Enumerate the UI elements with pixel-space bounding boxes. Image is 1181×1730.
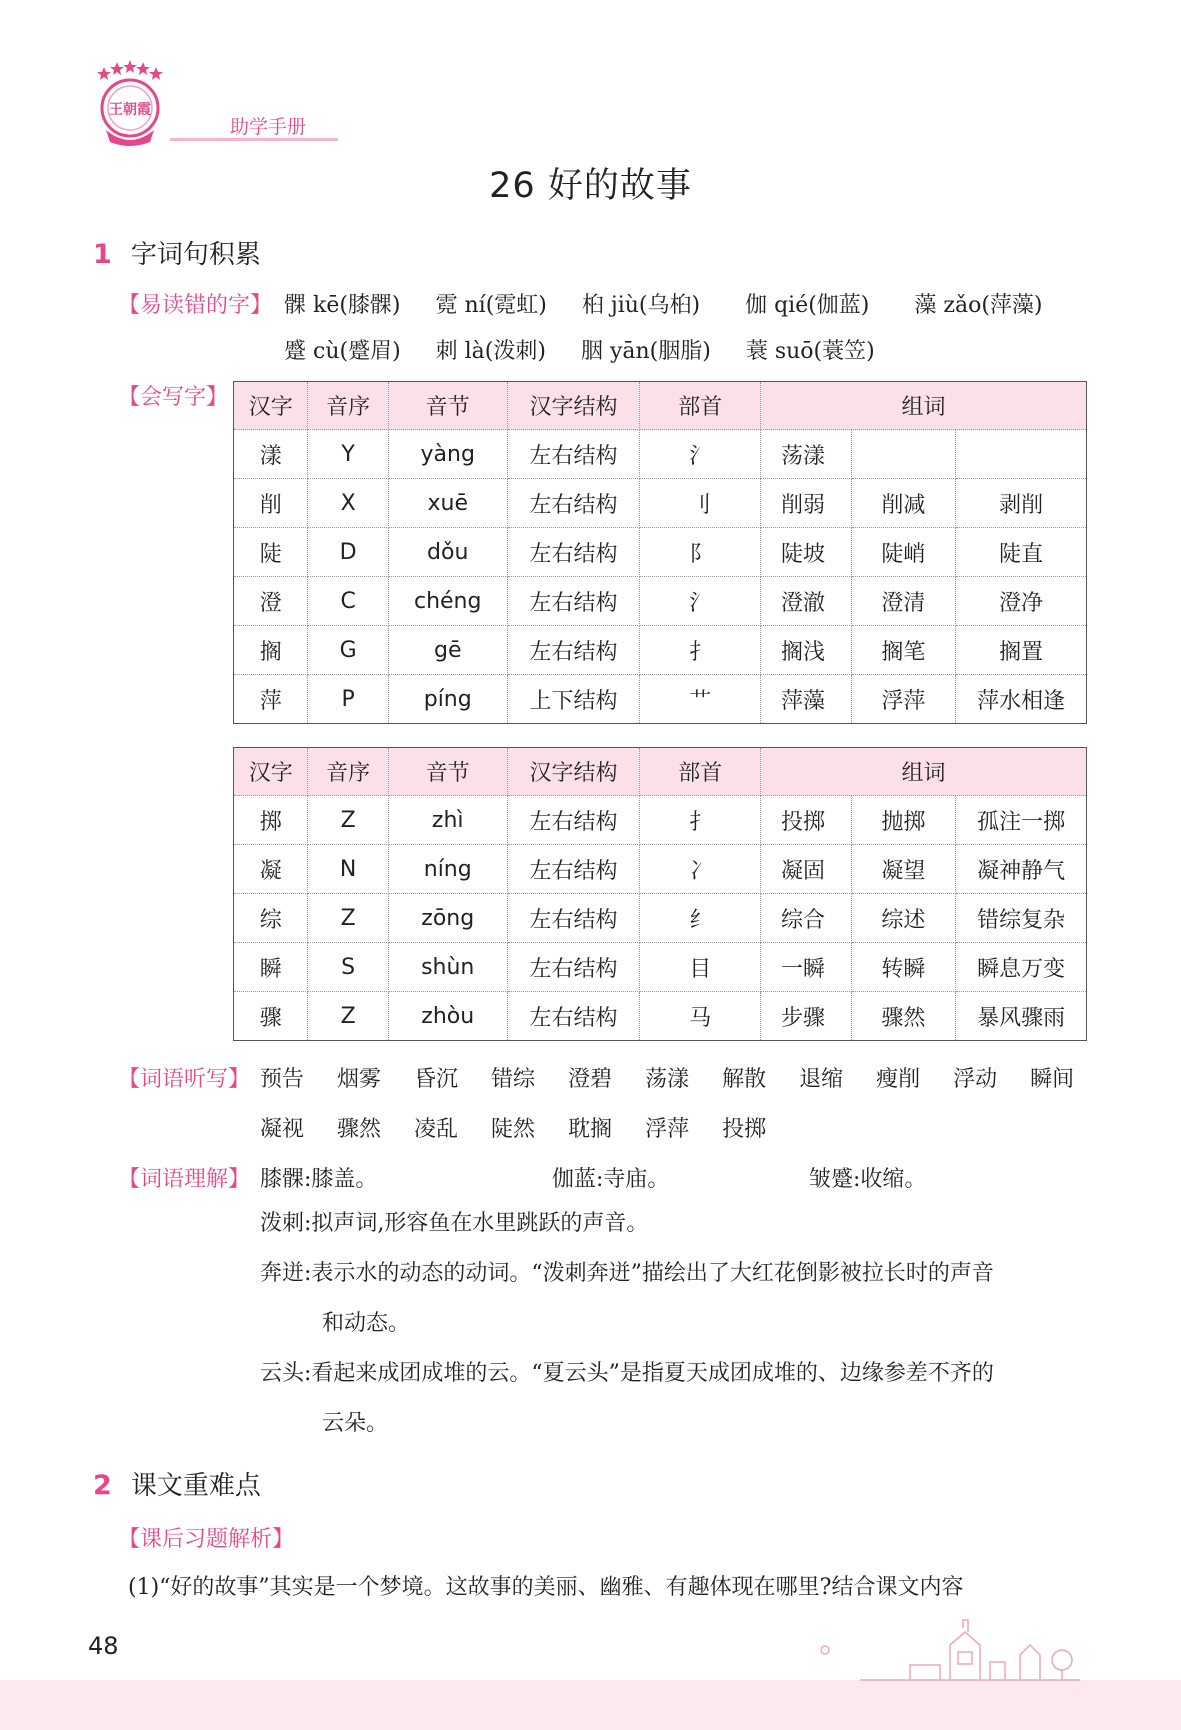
cell-initial: Z — [308, 796, 388, 845]
dictation-row-1 — [260, 1062, 1074, 1093]
table-row — [234, 992, 1087, 1041]
cell-word: 暴风骤雨 — [956, 992, 1087, 1041]
table-row — [234, 796, 1087, 845]
cell-structure: 左右结构 — [507, 796, 640, 845]
table-row — [234, 943, 1087, 992]
table-header-row — [234, 748, 1087, 796]
house-illustration-icon — [800, 1610, 1100, 1690]
misread-item: 伽 qié(伽蓝) — [745, 293, 870, 318]
cell-word: 错综复杂 — [956, 894, 1087, 943]
header-cell: 汉字结构 — [507, 748, 640, 796]
cell-radical: 氵 — [640, 577, 761, 626]
definition-item: 皱蹙:收缩。 — [809, 1167, 927, 1192]
cell-pinyin: zōng — [388, 894, 507, 943]
cell-structure: 左右结构 — [507, 479, 640, 528]
cell-word: 搁置 — [956, 626, 1087, 675]
cell-pinyin: dǒu — [388, 528, 507, 577]
dictation-word: 浮动 — [953, 1067, 998, 1092]
cell-char: 凝 — [234, 845, 308, 894]
header-cell: 音序 — [308, 748, 388, 796]
cell-word: 综述 — [851, 894, 956, 943]
cell-word: 综合 — [761, 894, 852, 943]
cell-pinyin: zhì — [388, 796, 507, 845]
dictation-word: 预告 — [260, 1067, 305, 1092]
dictation-row-2 — [260, 1112, 766, 1143]
definition-yuntou-cont: 云朵。 — [322, 1411, 389, 1436]
cell-initial: Z — [308, 992, 388, 1041]
table-header-row — [234, 382, 1087, 430]
dictation-word: 投掷 — [722, 1117, 767, 1142]
dictation-word: 陡然 — [491, 1117, 536, 1142]
tag-exercise: 【课后习题解析】 — [118, 1527, 295, 1552]
section-number: 2 — [93, 1470, 112, 1501]
cell-word: 浮萍 — [851, 675, 956, 724]
header-cell: 组词 — [761, 748, 1087, 796]
cell-char: 萍 — [234, 675, 308, 724]
table-row — [234, 675, 1087, 724]
header-cell: 部首 — [640, 382, 761, 430]
misread-row-1 — [284, 288, 1071, 319]
dictation-word: 解散 — [722, 1067, 767, 1092]
cell-structure: 左右结构 — [507, 943, 640, 992]
dictation-word: 烟雾 — [337, 1067, 382, 1092]
definition-pola: 泼刺:拟声词,形容鱼在水里跳跃的声音。 — [260, 1211, 649, 1236]
dictation-word: 凌乱 — [414, 1117, 459, 1142]
section-1-heading — [93, 234, 261, 271]
cell-pinyin: níng — [388, 845, 507, 894]
cell-char: 陡 — [234, 528, 308, 577]
misread-row-2 — [284, 334, 903, 365]
header-cell: 音节 — [388, 748, 507, 796]
definition-item: 膝髁:膝盖。 — [260, 1167, 378, 1192]
dictation-word: 错综 — [491, 1067, 536, 1092]
cell-word: 萍藻 — [761, 675, 852, 724]
cell-pinyin: gē — [388, 626, 507, 675]
cell-word: 澄净 — [956, 577, 1087, 626]
cell-pinyin: xuē — [388, 479, 507, 528]
cell-char: 瞬 — [234, 943, 308, 992]
tag-dictation: 【词语听写】 — [118, 1067, 251, 1092]
cell-radical: 阝 — [640, 528, 761, 577]
writing-table-2 — [233, 747, 1087, 1041]
cell-word: 孤注一掷 — [956, 796, 1087, 845]
cell-char: 骤 — [234, 992, 308, 1041]
cell-word — [851, 430, 956, 479]
header-cell: 汉字 — [234, 748, 308, 796]
section-title: 课文重难点 — [130, 1471, 261, 1501]
cell-pinyin: shùn — [388, 943, 507, 992]
dictation-word: 昏沉 — [414, 1067, 459, 1092]
cell-structure: 左右结构 — [507, 577, 640, 626]
cell-radical: 纟 — [640, 894, 761, 943]
cell-structure: 左右结构 — [507, 894, 640, 943]
cell-initial: N — [308, 845, 388, 894]
misread-item: 髁 kē(膝髁) — [284, 293, 401, 318]
section-number: 1 — [93, 239, 112, 270]
cell-word: 转瞬 — [851, 943, 956, 992]
page-title: 26 好的故事 — [489, 166, 692, 206]
cell-word: 削减 — [851, 479, 956, 528]
section-2-heading — [93, 1465, 261, 1502]
dictation-word: 退缩 — [799, 1067, 844, 1092]
header-cell: 汉字结构 — [507, 382, 640, 430]
cell-initial: P — [308, 675, 388, 724]
table-row — [234, 894, 1087, 943]
cell-word: 澄清 — [851, 577, 956, 626]
cell-radical: 马 — [640, 992, 761, 1041]
cell-structure: 左右结构 — [507, 845, 640, 894]
cell-char: 削 — [234, 479, 308, 528]
cell-word: 一瞬 — [761, 943, 852, 992]
page-number: 48 — [88, 1632, 119, 1660]
tag-easy-misread: 【易读错的字】 — [118, 293, 273, 318]
dictation-word: 耽搁 — [568, 1117, 613, 1142]
publisher-logo — [88, 58, 168, 148]
cell-word: 陡峭 — [851, 528, 956, 577]
cell-pinyin: píng — [388, 675, 507, 724]
header-cell: 音节 — [388, 382, 507, 430]
cell-initial: Z — [308, 894, 388, 943]
definition-benbeng: 奔迸:表示水的动态的动词。“泼刺奔迸”描绘出了大红花倒影被拉长时的声音 — [260, 1261, 994, 1286]
cell-structure: 上下结构 — [507, 675, 640, 724]
cell-initial: S — [308, 943, 388, 992]
cell-word: 凝固 — [761, 845, 852, 894]
misread-item: 藻 zǎo(萍藻) — [914, 293, 1043, 318]
dictation-word: 浮萍 — [645, 1117, 690, 1142]
cell-word: 投掷 — [761, 796, 852, 845]
cell-initial: Y — [308, 430, 388, 479]
cell-pinyin: yàng — [388, 430, 507, 479]
cell-word: 剥削 — [956, 479, 1087, 528]
header-cell: 汉字 — [234, 382, 308, 430]
table-row — [234, 626, 1087, 675]
table-row — [234, 528, 1087, 577]
header-cell: 部首 — [640, 748, 761, 796]
cell-radical: 目 — [640, 943, 761, 992]
table-row — [234, 430, 1087, 479]
header-cell: 音序 — [308, 382, 388, 430]
misread-item: 霓 ní(霓虹) — [435, 293, 547, 318]
misread-item: 蓑 suō(蓑笠) — [745, 339, 875, 364]
logo-text: 王朝霞 — [109, 102, 151, 118]
cell-word: 萍水相逢 — [956, 675, 1087, 724]
section-title: 字词句积累 — [130, 240, 261, 270]
definition-benbeng-cont: 和动态。 — [322, 1311, 411, 1336]
cell-structure: 左右结构 — [507, 992, 640, 1041]
dictation-word: 澄碧 — [568, 1067, 613, 1092]
misread-item: 桕 jiù(乌桕) — [581, 293, 701, 318]
cell-word: 瞬息万变 — [956, 943, 1087, 992]
table-row — [234, 479, 1087, 528]
cell-initial: G — [308, 626, 388, 675]
understanding-row-1 — [260, 1162, 926, 1193]
cell-word: 凝神静气 — [956, 845, 1087, 894]
cell-initial: C — [308, 577, 388, 626]
dictation-word: 瞬间 — [1030, 1067, 1075, 1092]
cell-char: 澄 — [234, 577, 308, 626]
misread-item: 刺 là(泼刺) — [435, 339, 546, 364]
dictation-word: 荡漾 — [645, 1067, 690, 1092]
cell-initial: D — [308, 528, 388, 577]
cell-structure: 左右结构 — [507, 430, 640, 479]
cell-structure: 左右结构 — [507, 626, 640, 675]
cell-word: 步骤 — [761, 992, 852, 1041]
cell-pinyin: chéng — [388, 577, 507, 626]
header-cell: 组词 — [761, 382, 1087, 430]
cell-char: 掷 — [234, 796, 308, 845]
cell-radical: 冫 — [640, 845, 761, 894]
header-underline — [170, 138, 338, 141]
dictation-word: 瘦削 — [876, 1067, 921, 1092]
cell-radical: 氵 — [640, 430, 761, 479]
cell-word: 陡直 — [956, 528, 1087, 577]
tag-writing: 【会写字】 — [118, 385, 229, 410]
cell-radical: 扌 — [640, 796, 761, 845]
cell-initial: X — [308, 479, 388, 528]
cell-word: 澄澈 — [761, 577, 852, 626]
cell-word: 抛掷 — [851, 796, 956, 845]
dictation-word: 骤然 — [337, 1117, 382, 1142]
definition-yuntou: 云头:看起来成团成堆的云。“夏云头”是指夏天成团成堆的、边缘参差不齐的 — [260, 1361, 994, 1386]
cell-structure: 左右结构 — [507, 528, 640, 577]
writing-table-1 — [233, 381, 1087, 724]
cell-word: 搁浅 — [761, 626, 852, 675]
table-row — [234, 845, 1087, 894]
definition-item: 伽蓝:寺庙。 — [552, 1167, 670, 1192]
cell-char: 漾 — [234, 430, 308, 479]
table-row — [234, 577, 1087, 626]
cell-word: 凝望 — [851, 845, 956, 894]
cell-radical: 扌 — [640, 626, 761, 675]
cell-word: 削弱 — [761, 479, 852, 528]
cell-word: 搁笔 — [851, 626, 956, 675]
cell-word — [956, 430, 1087, 479]
cell-word: 骤然 — [851, 992, 956, 1041]
misread-item: 胭 yān(胭脂) — [580, 339, 711, 364]
cell-char: 搁 — [234, 626, 308, 675]
cell-radical: 艹 — [640, 675, 761, 724]
tag-understanding: 【词语理解】 — [118, 1167, 251, 1192]
exercise-question-1: (1)“好的故事”其实是一个梦境。这故事的美丽、幽雅、有趣体现在哪里?结合课文内容 — [128, 1575, 964, 1600]
cell-char: 综 — [234, 894, 308, 943]
header-label: 助学手册 — [230, 116, 307, 138]
misread-item: 蹙 cù(蹙眉) — [284, 339, 401, 364]
cell-pinyin: zhòu — [388, 992, 507, 1041]
cell-word: 陡坡 — [761, 528, 852, 577]
dictation-word: 凝视 — [260, 1117, 305, 1142]
cell-radical: 刂 — [640, 479, 761, 528]
cell-word: 荡漾 — [761, 430, 852, 479]
